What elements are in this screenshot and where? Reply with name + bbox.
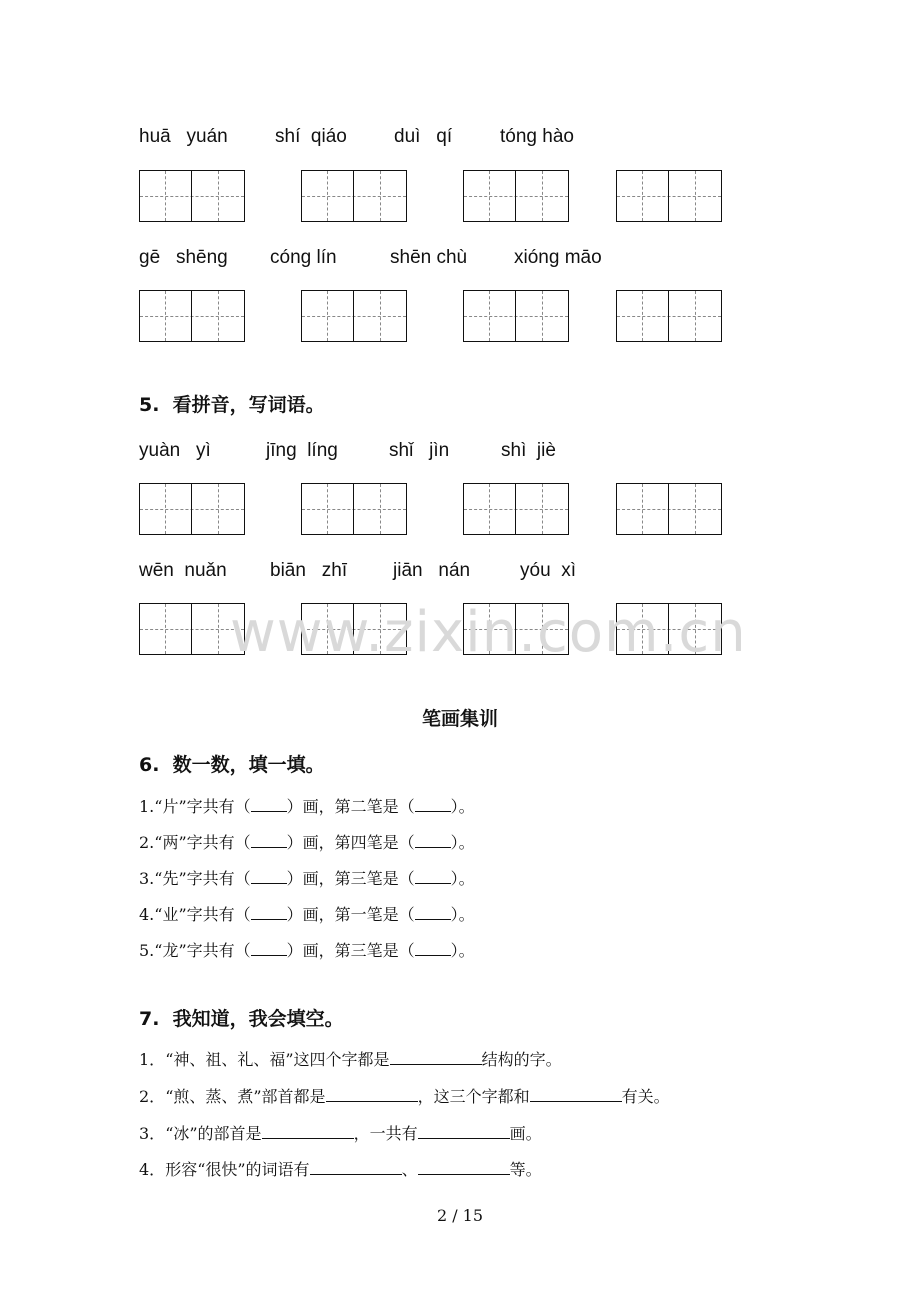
answer-blank[interactable]: [262, 1124, 354, 1139]
answer-blank[interactable]: [310, 1160, 402, 1175]
answer-blank[interactable]: [418, 1160, 510, 1175]
q6-item: 1.“片”字共有（ ）画，第二笔是（ ）。: [139, 797, 475, 816]
writing-box[interactable]: [616, 170, 722, 222]
pinyin-b2-2: biān zhī: [270, 560, 348, 581]
answer-blank[interactable]: [415, 869, 451, 884]
writing-box[interactable]: [616, 483, 722, 535]
answer-blank[interactable]: [415, 797, 451, 812]
pinyin-a2-1: gē shēng: [139, 247, 228, 268]
q7-item: 3．“冰”的部首是 ，一共有 画。: [139, 1124, 542, 1143]
answer-blank[interactable]: [530, 1087, 622, 1102]
writing-box[interactable]: [616, 290, 722, 342]
q7-item: 4．形容“很快”的词语有 、 等。: [139, 1160, 542, 1179]
pinyin-a2-3: shēn chù: [390, 247, 468, 268]
q6-item: 5.“龙”字共有（ ）画，第三笔是（ ）。: [139, 941, 475, 960]
answer-blank[interactable]: [251, 797, 287, 812]
writing-box[interactable]: [463, 290, 569, 342]
answer-blank[interactable]: [390, 1050, 482, 1065]
pinyin-a1-3: duì qí: [394, 126, 453, 147]
q6-item: 2.“两”字共有（ ）画，第四笔是（ ）。: [139, 833, 475, 852]
q7-item: 2．“煎、蒸、煮”部首都是 ，这三个字都和 有关。: [139, 1087, 670, 1106]
pinyin-a1-2: shí qiáo: [275, 126, 347, 147]
question-7-title: 7. 我知道，我会填空。: [139, 1008, 344, 1030]
watermark: www.zixin.com.cn: [230, 600, 747, 665]
answer-blank[interactable]: [415, 941, 451, 956]
writing-box[interactable]: [301, 290, 407, 342]
writing-box[interactable]: [301, 483, 407, 535]
pinyin-b1-3: shǐ jìn: [389, 440, 450, 461]
pinyin-b1-2: jīng líng: [266, 440, 338, 461]
writing-box[interactable]: [463, 170, 569, 222]
section-title: 笔画集训: [421, 708, 498, 730]
page-number: 2 / 15: [436, 1206, 484, 1225]
pinyin-b2-3: jiān nán: [393, 560, 471, 581]
q6-item: 4.“业”字共有（ ）画，第一笔是（ ）。: [139, 905, 475, 924]
pinyin-a1-4: tóng hào: [500, 126, 574, 147]
answer-blank[interactable]: [415, 833, 451, 848]
pinyin-a1-1: huā yuán: [139, 126, 228, 147]
pinyin-b1-4: shì jiè: [501, 440, 556, 461]
writing-box[interactable]: [301, 170, 407, 222]
writing-box[interactable]: [139, 170, 245, 222]
writing-box[interactable]: [463, 483, 569, 535]
answer-blank[interactable]: [251, 833, 287, 848]
pinyin-b1-1: yuàn yì: [139, 440, 211, 461]
q7-item: 1．“神、祖、礼、福”这四个字都是 结构的字。: [139, 1050, 562, 1069]
writing-box[interactable]: [139, 290, 245, 342]
answer-blank[interactable]: [326, 1087, 418, 1102]
q6-item: 3.“先”字共有（ ）画，第三笔是（ ）。: [139, 869, 475, 888]
answer-blank[interactable]: [418, 1124, 510, 1139]
question-6-title: 6. 数一数，填一填。: [139, 754, 325, 776]
answer-blank[interactable]: [251, 941, 287, 956]
pinyin-a2-2: cóng lín: [270, 247, 337, 268]
writing-box[interactable]: [139, 483, 245, 535]
question-5-title: 5. 看拼音，写词语。: [139, 394, 325, 416]
answer-blank[interactable]: [251, 905, 287, 920]
pinyin-b2-4: yóu xì: [520, 560, 576, 581]
answer-blank[interactable]: [251, 869, 287, 884]
answer-blank[interactable]: [415, 905, 451, 920]
pinyin-b2-1: wēn nuǎn: [139, 560, 227, 581]
pinyin-a2-4: xióng māo: [514, 247, 602, 268]
